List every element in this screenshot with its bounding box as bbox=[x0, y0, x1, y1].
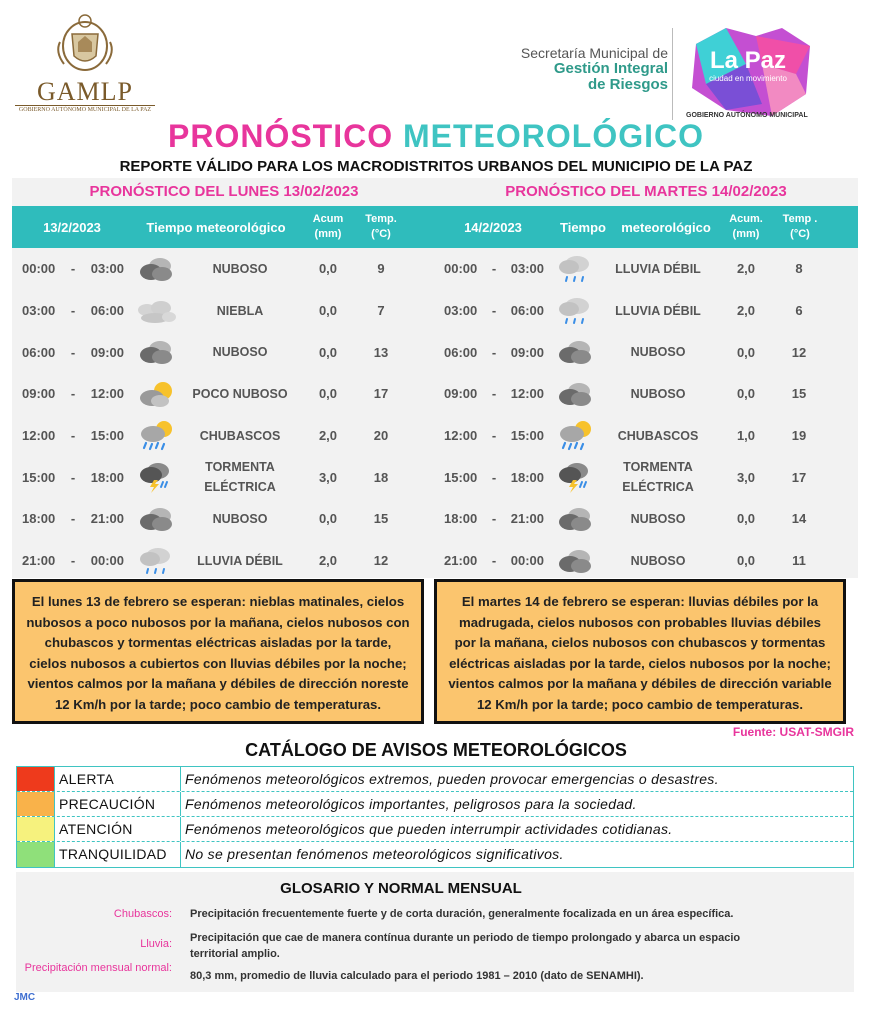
cloudy-icon bbox=[132, 504, 180, 534]
alert-color-swatch bbox=[17, 792, 55, 816]
temperature-value: 6 bbox=[795, 303, 803, 319]
time-range bbox=[12, 303, 132, 318]
time-separator: - bbox=[491, 469, 497, 485]
temperature-value: 15 bbox=[791, 386, 807, 402]
weather-description: NUBOSO bbox=[212, 511, 268, 526]
temperature-value: 9 bbox=[377, 261, 385, 277]
time-separator: - bbox=[491, 344, 497, 360]
time-to: 12:00 bbox=[90, 386, 124, 402]
temperature-value: 8 bbox=[795, 261, 803, 277]
time-range bbox=[12, 386, 132, 401]
time-separator: - bbox=[491, 511, 497, 527]
forecast-row bbox=[434, 540, 858, 582]
partly-cloudy-icon bbox=[132, 379, 180, 409]
temperature-value: 15 bbox=[373, 511, 389, 527]
forecast-row bbox=[12, 290, 436, 332]
alert-level-description: Fenómenos meteorológicos extremos, pueden provocar emergencias o desastres. bbox=[185, 771, 719, 787]
accumulation-value: 2,0 bbox=[736, 303, 756, 319]
forecast-summary-monday: El lunes 13 de febrero se esperan: nieblas matinales, cielos nubosos a poco nubosos por la mañana, cielos nubosos con chubascos y tormentas eléctricas aisladas por la tarde, cielos nubosos a cubiertos con lluvias débiles por la noche; vientos calmos por la mañana y débiles de dirección noreste 12 Km/h por la tarde; poco cambio de temperaturas. bbox=[12, 579, 424, 724]
time-from: 15:00 bbox=[22, 469, 56, 485]
temperature-value: 7 bbox=[377, 303, 385, 319]
glossary-definition: Precipitación que cae de manera contínua durante un periodo de tiempo prolongado y abarca un espacio territorial amplio. bbox=[190, 932, 741, 960]
accumulation-value: 2,0 bbox=[318, 553, 338, 569]
time-to: 06:00 bbox=[90, 303, 124, 319]
catalog-row bbox=[17, 842, 853, 867]
time-range bbox=[12, 345, 132, 360]
cloudy-icon bbox=[132, 254, 180, 284]
weather-description: CHUBASCOS bbox=[199, 428, 281, 443]
time-range bbox=[434, 386, 552, 401]
temperature-value: 19 bbox=[791, 428, 807, 444]
author-initials: JMC bbox=[14, 992, 36, 1003]
time-range bbox=[434, 428, 552, 443]
alert-level-description: Fenómenos meteorológicos que pueden interrumpir actividades cotidianas. bbox=[185, 821, 673, 837]
time-from: 15:00 bbox=[444, 469, 478, 485]
secretaria-line1: Secretaría Municipal de bbox=[520, 45, 668, 61]
weather-header: Tiempo meteorológico bbox=[146, 219, 286, 235]
forecast-panel-tuesday bbox=[434, 178, 858, 578]
accumulation-value: 1,0 bbox=[736, 428, 756, 444]
date-header: 13/2/2023 bbox=[43, 219, 101, 235]
time-to: 15:00 bbox=[510, 428, 544, 444]
alert-color-swatch bbox=[17, 767, 55, 791]
time-from: 00:00 bbox=[444, 261, 478, 277]
thunderstorm-icon bbox=[132, 460, 180, 494]
secretaria-line2: Gestión Integral bbox=[553, 60, 668, 77]
forecast-row bbox=[12, 373, 436, 415]
catalog-row bbox=[17, 817, 853, 842]
weather-description: NUBOSO bbox=[630, 553, 686, 568]
alert-level-name: ALERTA bbox=[55, 767, 181, 791]
light-rain-icon bbox=[552, 252, 598, 286]
weather-description: LLUVIA DÉBIL bbox=[197, 553, 283, 568]
weather-description: NUBOSO bbox=[630, 345, 686, 360]
temperature-value: 17 bbox=[373, 386, 389, 402]
date-header: 14/2/2023 bbox=[464, 219, 522, 235]
glossary-definition: 80,3 mm, promedio de lluvia calculado para el periodo 1981 – 2010 (dato de SENAMHI). bbox=[190, 970, 644, 982]
time-from: 03:00 bbox=[444, 303, 478, 319]
time-to: 09:00 bbox=[90, 344, 124, 360]
accumulation-value: 0,0 bbox=[736, 386, 756, 402]
secretaria-line3: de Riesgos bbox=[587, 76, 668, 93]
showers-icon bbox=[552, 419, 598, 453]
weather-description: NUBOSO bbox=[212, 345, 268, 360]
time-range bbox=[434, 345, 552, 360]
accumulation-value: 0,0 bbox=[318, 511, 338, 527]
cloudy-icon bbox=[552, 504, 598, 534]
title-part2: METEOROLÓGICO bbox=[403, 118, 704, 154]
forecast-panel-monday bbox=[12, 178, 436, 578]
time-separator: - bbox=[70, 428, 76, 444]
time-separator: - bbox=[70, 386, 76, 402]
accumulation-value: 2,0 bbox=[318, 428, 338, 444]
temperature-value: 20 bbox=[373, 428, 389, 444]
forecast-row bbox=[12, 248, 436, 290]
time-separator: - bbox=[491, 261, 497, 277]
time-to: 00:00 bbox=[90, 553, 124, 569]
light-rain-icon bbox=[132, 544, 180, 578]
alert-level-name: ATENCIÓN bbox=[55, 817, 181, 841]
page-header bbox=[0, 0, 872, 125]
la-paz-logo-tagline: ciudad en movimiento bbox=[709, 74, 787, 83]
glossary-term: Lluvia: bbox=[140, 938, 172, 950]
accumulation-value: 0,0 bbox=[736, 344, 756, 360]
time-separator: - bbox=[70, 469, 76, 485]
accumulation-value: 0,0 bbox=[318, 344, 338, 360]
glossary-term: Chubascos: bbox=[113, 908, 172, 920]
alert-catalog bbox=[16, 766, 854, 868]
page-title bbox=[0, 118, 872, 155]
accumulation-value: 0,0 bbox=[318, 386, 338, 402]
weather-description: TORMENTA ELÉCTRICA bbox=[204, 460, 276, 495]
alert-color-swatch bbox=[17, 817, 55, 841]
time-from: 06:00 bbox=[444, 344, 478, 360]
forecast-heading: PRONÓSTICO DEL LUNES 13/02/2023 bbox=[89, 183, 359, 200]
temperature-value: 11 bbox=[792, 553, 806, 569]
time-from: 21:00 bbox=[22, 553, 56, 569]
accumulation-value: 0,0 bbox=[736, 511, 756, 527]
time-to: 03:00 bbox=[90, 261, 124, 277]
time-range bbox=[12, 511, 132, 526]
la-paz-subtitle: GOBIERNO AUTÓNOMO MUNICIPAL bbox=[686, 112, 808, 119]
fog-icon bbox=[132, 296, 180, 326]
acum-header: Acum. (mm) bbox=[729, 213, 763, 240]
light-rain-icon bbox=[552, 294, 598, 328]
cloudy-icon bbox=[552, 337, 598, 367]
title-part1: PRONÓSTICO bbox=[167, 118, 394, 154]
forecast-table-header bbox=[12, 206, 436, 248]
temperature-value: 13 bbox=[373, 344, 389, 360]
time-to: 21:00 bbox=[510, 511, 544, 527]
alert-level-name: PRECAUCIÓN bbox=[55, 792, 181, 816]
la-paz-logo bbox=[686, 24, 816, 120]
forecast-row bbox=[434, 498, 858, 540]
weather-header-a: Tiempo bbox=[560, 219, 606, 235]
gamlp-name: GAMLP bbox=[36, 77, 133, 106]
time-from: 00:00 bbox=[22, 261, 56, 277]
temperature-value: 12 bbox=[791, 344, 807, 360]
gamlp-logo bbox=[15, 12, 155, 112]
forecast-row bbox=[434, 331, 858, 373]
temperature-value: 18 bbox=[373, 469, 389, 485]
time-separator: - bbox=[70, 261, 76, 277]
alert-level-description: Fenómenos meteorológicos importantes, peligrosos para la sociedad. bbox=[185, 796, 637, 812]
temperature-value: 17 bbox=[791, 469, 807, 485]
time-from: 06:00 bbox=[22, 344, 56, 360]
secretaria-logo bbox=[500, 45, 668, 93]
time-from: 18:00 bbox=[22, 511, 56, 527]
forecast-row bbox=[434, 415, 858, 457]
time-range bbox=[12, 553, 132, 568]
time-separator: - bbox=[70, 553, 76, 569]
time-range bbox=[12, 470, 132, 485]
temperature-value: 14 bbox=[791, 511, 807, 527]
alert-level-name: TRANQUILIDAD bbox=[55, 842, 181, 867]
acum-header: Acum (mm) bbox=[312, 213, 344, 240]
cloudy-icon bbox=[132, 337, 180, 367]
time-from: 12:00 bbox=[444, 428, 478, 444]
cloudy-icon bbox=[552, 546, 598, 576]
accumulation-value: 2,0 bbox=[736, 261, 756, 277]
glossary-definition: Precipitación frecuentemente fuerte y de corta duración, generalmente focalizada en un área específica. bbox=[190, 908, 734, 920]
time-range bbox=[434, 511, 552, 526]
time-separator: - bbox=[70, 511, 76, 527]
time-to: 09:00 bbox=[510, 344, 544, 360]
catalog-row bbox=[17, 792, 853, 817]
weather-description: TORMENTA ELÉCTRICA bbox=[622, 460, 694, 495]
forecast-row bbox=[434, 290, 858, 332]
time-from: 21:00 bbox=[444, 553, 478, 569]
forecast-row bbox=[12, 456, 436, 498]
time-to: 21:00 bbox=[90, 511, 124, 527]
time-separator: - bbox=[491, 428, 497, 444]
forecast-table-header bbox=[434, 206, 858, 248]
time-range bbox=[434, 303, 552, 318]
time-range bbox=[434, 470, 552, 485]
temp-header: Temp . (°C) bbox=[782, 213, 818, 240]
weather-description: CHUBASCOS bbox=[617, 428, 699, 443]
source-label: Fuente: USAT-SMGIR bbox=[732, 725, 854, 739]
time-to: 18:00 bbox=[90, 469, 124, 485]
accumulation-value: 3,0 bbox=[318, 469, 338, 485]
weather-description: POCO NUBOSO bbox=[192, 386, 288, 401]
weather-description: NUBOSO bbox=[630, 511, 686, 526]
time-from: 09:00 bbox=[22, 386, 56, 402]
coat-of-arms-icon bbox=[50, 12, 120, 74]
gamlp-subtitle: GOBIERNO AUTÓNOMO MUNICIPAL DE LA PAZ bbox=[15, 105, 155, 113]
weather-description: NUBOSO bbox=[630, 386, 686, 401]
alert-color-swatch bbox=[17, 842, 55, 867]
forecast-row bbox=[434, 373, 858, 415]
catalog-row bbox=[17, 767, 853, 792]
time-to: 03:00 bbox=[510, 261, 544, 277]
temperature-value: 12 bbox=[373, 553, 389, 569]
glossary bbox=[16, 872, 854, 992]
header-divider bbox=[672, 28, 673, 120]
accumulation-value: 0,0 bbox=[318, 303, 338, 319]
time-to: 12:00 bbox=[510, 386, 544, 402]
glossary-term: Precipitación mensual normal: bbox=[24, 962, 172, 974]
forecast-rows bbox=[12, 248, 436, 582]
catalog-title: CATÁLOGO DE AVISOS METEOROLÓGICOS bbox=[245, 740, 627, 760]
forecast-row bbox=[12, 331, 436, 373]
forecast-row bbox=[434, 248, 858, 290]
time-range bbox=[434, 261, 552, 276]
accumulation-value: 3,0 bbox=[736, 469, 756, 485]
accumulation-value: 0,0 bbox=[736, 553, 756, 569]
accumulation-value: 0,0 bbox=[318, 261, 338, 277]
time-separator: - bbox=[491, 553, 497, 569]
alert-level-description: No se presentan fenómenos meteorológicos significativos. bbox=[185, 846, 564, 862]
forecast-rows bbox=[434, 248, 858, 582]
time-range bbox=[12, 428, 132, 443]
forecast-row bbox=[434, 456, 858, 498]
time-from: 09:00 bbox=[444, 386, 478, 402]
time-to: 15:00 bbox=[90, 428, 124, 444]
time-from: 03:00 bbox=[22, 303, 56, 319]
forecast-heading: PRONÓSTICO DEL MARTES 14/02/2023 bbox=[505, 183, 787, 200]
time-separator: - bbox=[491, 386, 497, 402]
time-to: 00:00 bbox=[510, 553, 544, 569]
forecast-summary-tuesday: El martes 14 de febrero se esperan: lluvias débiles por la madrugada, cielos nubosos con probables lluvias débiles por la mañana, cielos nubosos con chubascos y tormentas eléctricas aisladas por la tarde, cielos nubosos por la noche; vientos calmos por la mañana y débiles de dirección variable 12 Km/h por la tarde; poco cambio de temperaturas. bbox=[434, 579, 846, 724]
forecast-row bbox=[12, 540, 436, 582]
time-range bbox=[12, 261, 132, 276]
weather-header-b: meteorológico bbox=[621, 219, 711, 235]
time-from: 18:00 bbox=[444, 511, 478, 527]
weather-description: NIEBLA bbox=[216, 303, 264, 318]
showers-icon bbox=[132, 419, 180, 453]
forecast-row bbox=[12, 415, 436, 457]
weather-description: LLUVIA DÉBIL bbox=[615, 261, 701, 276]
time-separator: - bbox=[70, 344, 76, 360]
time-to: 06:00 bbox=[510, 303, 544, 319]
weather-description: LLUVIA DÉBIL bbox=[615, 303, 701, 318]
cloudy-icon bbox=[552, 379, 598, 409]
la-paz-logo-title: La Paz bbox=[709, 47, 787, 74]
page-subtitle: REPORTE VÁLIDO PARA LOS MACRODISTRITOS URBANOS DEL MUNICIPIO DE LA PAZ bbox=[119, 158, 753, 175]
glossary-title: GLOSARIO Y NORMAL MENSUAL bbox=[280, 880, 522, 897]
time-separator: - bbox=[491, 303, 497, 319]
forecast-row bbox=[12, 498, 436, 540]
time-range bbox=[434, 553, 552, 568]
time-from: 12:00 bbox=[22, 428, 56, 444]
weather-description: NUBOSO bbox=[212, 261, 268, 276]
thunderstorm-icon bbox=[552, 460, 598, 494]
time-to: 18:00 bbox=[510, 469, 544, 485]
temp-header: Temp. (°C) bbox=[365, 213, 397, 240]
time-separator: - bbox=[70, 303, 76, 319]
